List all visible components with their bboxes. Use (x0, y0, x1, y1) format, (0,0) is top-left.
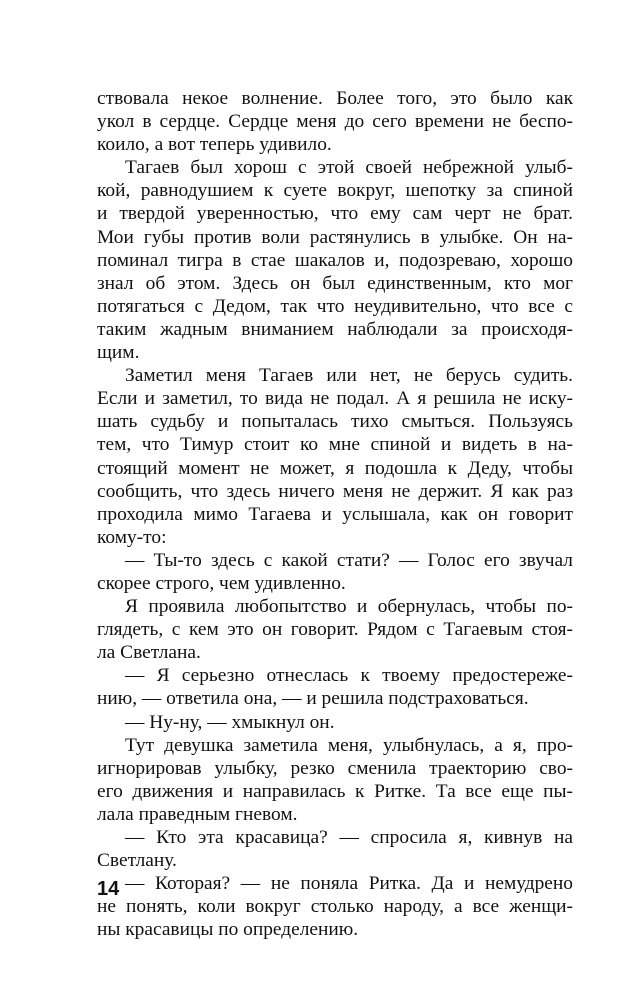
text-line: стоящий момент не может, я подошла к Деду, чтобы (97, 457, 573, 479)
text-line: нию, — ответила она, — и решила подстраховаться. (97, 688, 529, 710)
text-line: укол в сердце. Сердце меня до сего времени не беспо- (97, 111, 573, 133)
text-line: тем, что Тимур стоит ко мне спиной и видеть в на- (97, 434, 573, 456)
text-line: щим. (97, 342, 140, 364)
paragraph (97, 87, 573, 156)
text-line: игнорировав улыбку, резко сменила траекторию сво- (97, 757, 573, 779)
body-text (97, 87, 573, 941)
text-line: поминал тигра в стае шакалов и, подозреваю, хорошо (97, 249, 573, 271)
text-line: ствовала некое волнение. Более того, это было как (97, 88, 573, 109)
text-line: Тут девушка заметила меня, улыбнулась, а я, про- (125, 734, 573, 756)
paragraph (97, 595, 573, 664)
text-line: сообщить, что здесь ничего меня не держит. Я как раз (97, 480, 573, 502)
text-line: — Я серьезно отнеслась к твоему предостереже- (125, 665, 573, 687)
text-line: Светлану. (97, 850, 177, 872)
paragraph (97, 872, 573, 941)
text-line: Заметил меня Тагаев или нет, не берусь судить. (125, 365, 573, 387)
paragraph (97, 826, 573, 872)
text-line: — Которая? — не поняла Ритка. Да и немудрено (125, 873, 573, 895)
paragraph (97, 664, 573, 710)
text-line: Если и заметил, то вида не подал. А я решила не иску- (97, 388, 573, 410)
text-line: ла Светлана. (97, 642, 201, 664)
paragraph (97, 364, 573, 549)
text-line: потягаться с Дедом, так что неудивительно, что все с (97, 295, 573, 317)
paragraph (97, 711, 573, 734)
paragraph (97, 734, 573, 826)
text-line: проходила мимо Тагаева и услышала, как он говорит (97, 503, 573, 525)
text-line: Мои губы против воли растянулись в улыбке. Он на- (97, 226, 573, 248)
text-line: кому-то: (97, 526, 167, 548)
text-line: кой, равнодушием к суете вокруг, шепотку за спиной (97, 180, 573, 202)
text-line: ны красавицы по определению. (97, 919, 359, 941)
text-line: скорее строго, чем удивленно. (97, 572, 346, 594)
text-line: Я проявила любопытство и обернулась, чтобы по- (125, 596, 573, 618)
text-line: — Кто эта красавица? — спросила я, кивнув на (125, 827, 573, 848)
text-line: и твердой уверенностью, что ему сам черт не брат. (97, 203, 573, 225)
text-line: Тагаев был хорош с этой своей небрежной улыб- (125, 157, 573, 179)
page-number: 14 (97, 878, 120, 900)
text-line: — Ты-то здесь с какой стати? — Голос его звучал (125, 549, 573, 571)
text-line: лала праведным гневом. (97, 803, 298, 825)
text-line: — Ну-ну, — хмыкнул он. (125, 711, 335, 733)
paragraph (97, 549, 573, 595)
text-line: не понять, коли вокруг столько народу, а все женщи- (97, 896, 573, 918)
text-line: таким жадным вниманием наблюдали за происходя- (97, 318, 573, 340)
text-line: его движения и направилась к Ритке. Та все еще пы- (97, 780, 573, 802)
text-line: коило, а вот теперь удивило. (97, 134, 332, 156)
text-line: глядеть, с кем это он говорит. Рядом с Тагаевым стоя- (97, 619, 573, 641)
paragraph (97, 156, 573, 364)
text-line: шать судьбу и попыталась тихо смыться. Пользуясь (97, 411, 573, 433)
text-line: знал об этом. Здесь он был единственным, кто мог (97, 272, 573, 294)
